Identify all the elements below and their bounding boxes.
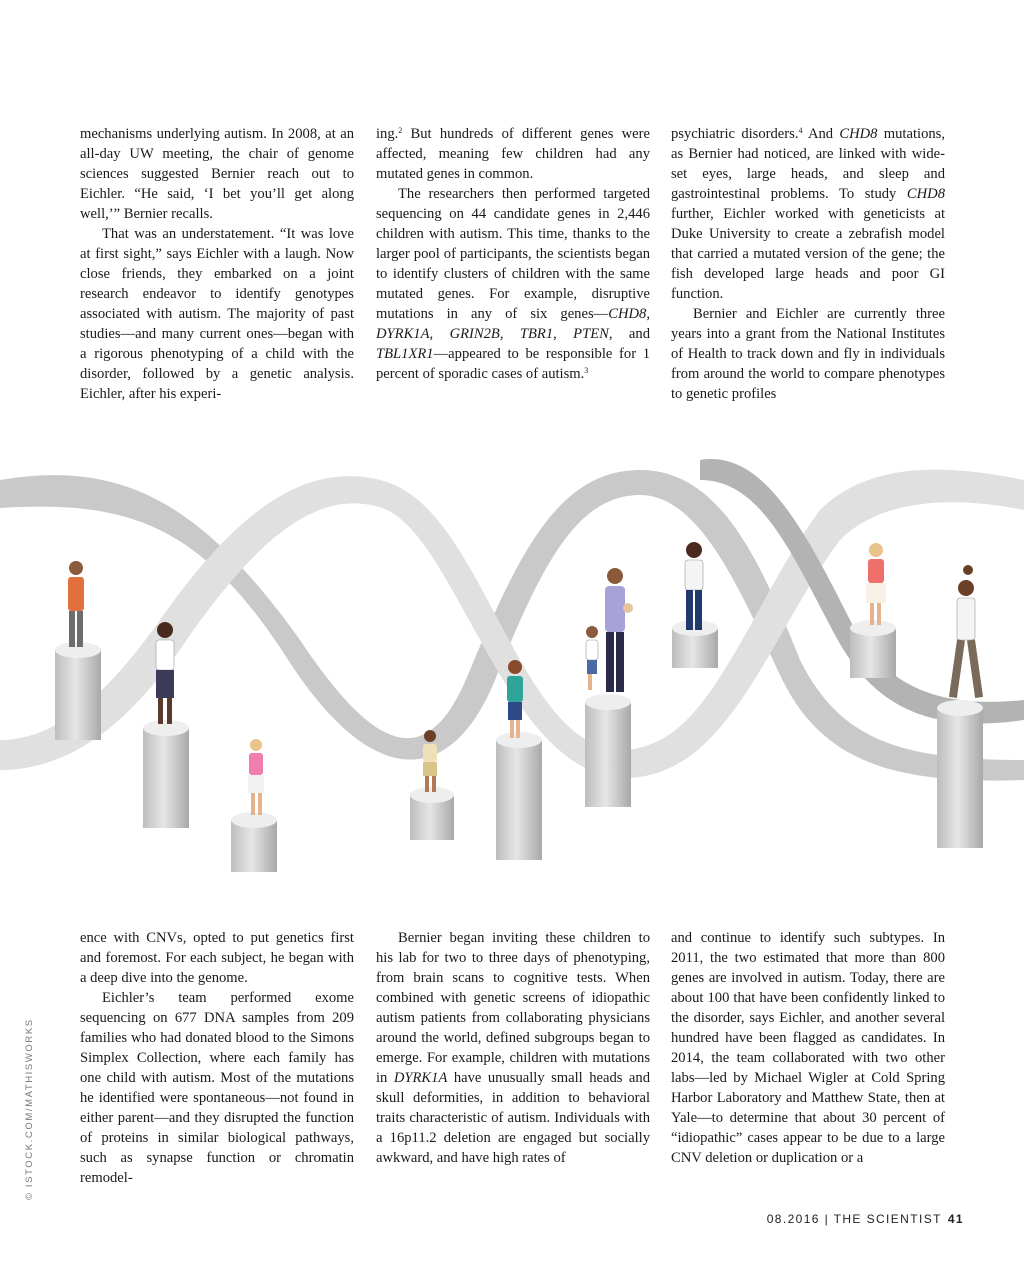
person-figure (866, 543, 886, 625)
gene-name: CHD8 (906, 186, 945, 202)
person-figure (685, 542, 703, 630)
pillar (850, 620, 896, 678)
gene-name: CHD8 (839, 126, 878, 142)
paragraph: Bernier and Eichler are currently three years into a grant from the National Institutes of Health to track down and fly in individuals from around the world to compare phenotypes to genetic profiles (671, 306, 945, 402)
person-figure (949, 565, 983, 698)
paragraph: Bernier began inviting these children to his lab for two to three days of phenotyping, from brain scans to cognitive tests. When combined with genetic screens of idiopathic autism patients from collaborating physicians around the world, defined subgroups began to emerge. For example, children with mutations in DYRK1A have unusually small heads and skull deformities, in addition to behavioral traits characteristic of autism. Individuals with a 16p11.2 deletion are engaged but socially awkward, and have high rates of (376, 930, 650, 1166)
column-top-3 (671, 124, 945, 404)
column-top-1 (80, 124, 354, 404)
paragraph: and continue to identify such subtypes. In 2011, the two estimated that more than 800 genes are involved in autism. Today, there are about 100 that have been confidently linked to the disorder, says Eichler, and another several hundred have been flagged as candidates. In 2014, the team collaborated with two other labs—led by Michael Wigler at Cold Spring Harbor Laboratory and Matthew State, then at Yale—to determine that about 30 percent of “idiopathic” cases appear to be due to a large CNV deletion or duplication or a (671, 930, 945, 1166)
page-number: 41 (947, 1212, 964, 1226)
person-figure (605, 568, 633, 692)
reference-marker: 4 (798, 126, 803, 135)
pillar (231, 812, 277, 872)
reference-marker: 3 (584, 366, 589, 375)
pillar (585, 694, 631, 807)
gene-name: TBL1XR1 (376, 346, 434, 362)
column-bottom-3 (671, 928, 945, 1168)
pillar (496, 732, 542, 860)
dna-illustration (0, 440, 1024, 890)
person-figure (586, 626, 598, 690)
gene-names: CHD8, DYRK1A, GRIN2B, TBR1, PTEN, (376, 306, 650, 342)
paragraph: That was an understatement. “It was love at first sight,” says Eichler with a laugh. Now close friends, they embarked on a joint research endeavor to identify genotypes associated with autism. The majority of past studies—and many current ones—began with a rigorous phenotyping of a child with the disorder, followed by a genetic analysis. Eichler, after his experi- (80, 226, 354, 402)
person-figure (68, 561, 84, 647)
pillar (55, 642, 101, 740)
page-footer (767, 1212, 964, 1226)
photo-credit: © ISTOCK.COM/MATHISWORKS (24, 1018, 35, 1200)
paragraph: ence with CNVs, opted to put genetics first and foremost. For each subject, he began with a deep dive into the genome. (80, 930, 354, 986)
person-figure (248, 739, 264, 815)
pillar (410, 787, 454, 840)
paragraph: mechanisms underlying autism. In 2008, at an all-day UW meeting, the chair of genome sciences suggested Bernier reach out to Eichler. “He said, ‘I bet you’ll get along well,’” Bernier recalls. (80, 126, 354, 222)
paragraph: Eichler’s team performed exome sequencing on 677 DNA samples from 209 families who had donated blood to the Simons Simplex Collection, where each family has one child with autism. Most of the mutations he identified were spontaneous—not found in either parent—and they disrupted the function of proteins in similar biological pathways, such as synapse function or chromatin remodel- (80, 990, 354, 1186)
column-bottom-2 (376, 928, 650, 1168)
pillar (937, 700, 983, 848)
pillar (143, 720, 189, 828)
issue-label: 08.2016 | THE SCIENTIST (766, 1212, 942, 1226)
paragraph: ing.$^2$ But hundreds of different genes were affected, meaning few children had any mutated genes in common. (376, 126, 650, 182)
column-bottom-1 (80, 928, 354, 1188)
column-top-2 (376, 124, 650, 384)
gene-name: DYRK1A (393, 1070, 448, 1086)
reference-marker: 2 (398, 126, 403, 135)
person-figure (423, 730, 437, 792)
paragraph: The researchers then performed targeted sequencing on 44 candidate genes in 2,446 children with autism. This time, thanks to the larger pool of participants, the scientists began to identify clusters of children with the same mutated genes. For example, disruptive mutations in any of six genes—CHD8, DYRK1A, GRIN2B, TBR1, PTEN, and TBL1XR1—appeared to be responsible for 1 percent of sporadic cases of autism.$^3$ (376, 186, 650, 382)
paragraph: psychiatric disorders.$^4$ And CHD8 mutations, as Bernier had noticed, are linked with wide-set eyes, large heads, and sleep and gastrointestinal problems. To study CHD8 further, Eichler worked with geneticists at Duke University to create a zebrafish model that carried a mutated version of the gene; the fish developed large heads and poor GI function. (671, 126, 945, 302)
